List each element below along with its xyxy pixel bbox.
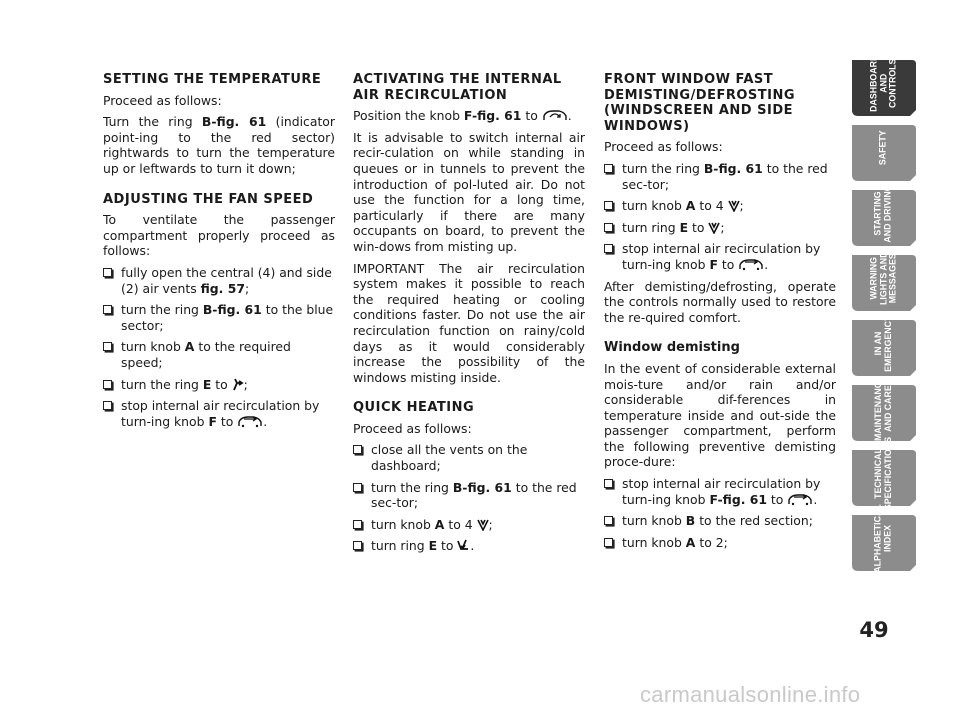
paragraph — [604, 139, 836, 155]
tab-label: DASHBOARD AND CONTROLS — [868, 54, 898, 112]
text: to the red section; — [695, 513, 813, 529]
text: ; — [488, 516, 493, 532]
text: to the red sec-tor; — [622, 160, 828, 192]
text: . — [764, 256, 769, 272]
tab-warning-lights-and-messages[interactable] — [852, 251, 920, 318]
text: turn the ring — [371, 479, 453, 495]
text: ; — [243, 376, 248, 392]
text: . — [470, 538, 475, 554]
section-title-fast-demisting: FRONT WINDOW FAST DEMISTING/DEFROSTING (WINDSCREEN AND SIDE WINDOWS) — [604, 72, 796, 134]
knob-ref: F — [709, 256, 718, 272]
paragraph — [604, 361, 836, 470]
text: turn the ring — [121, 302, 203, 318]
figure-ref: fig. 57 — [200, 280, 245, 296]
checkbox-bullet-icon — [103, 268, 112, 277]
list-item — [103, 339, 335, 370]
ring-ref: E — [202, 376, 212, 392]
text: It is advisable to switch internal air recir-culation on while standing in queues or in tunnels to prevent the introduction of pol-luted air. Do not use the function for a long time, particularly if there are many occupants on board, to prevent the win-dows from misting up. — [353, 129, 585, 254]
text: ; — [739, 198, 744, 214]
paragraph — [353, 130, 585, 255]
text: turn knob — [622, 513, 686, 529]
knob-ref: B — [685, 513, 696, 529]
checkbox-bullet-icon — [604, 538, 613, 547]
column-left — [103, 72, 335, 435]
knob-ref: F — [208, 413, 217, 429]
paragraph — [353, 108, 585, 124]
text: After demisting/defrosting, operate the controls normally used to restore the re-quired comfort. — [604, 278, 836, 325]
figure-ref: B-fig. 61 — [201, 114, 267, 130]
checkbox-bullet-icon — [353, 483, 362, 492]
knob-ref: A — [184, 339, 195, 355]
tab-label: SAFETY — [877, 130, 888, 166]
list-item — [103, 302, 335, 333]
checkbox-bullet-icon — [103, 342, 112, 351]
text: Proceed as follows: — [353, 420, 472, 436]
list-item — [353, 442, 585, 473]
section-title-quick-heating: QUICK HEATING — [353, 400, 475, 416]
ring-ref: E — [679, 219, 689, 235]
text: turn ring — [371, 538, 429, 554]
page-number: 49 — [859, 618, 889, 642]
tab-dashboard-and-controls[interactable] — [852, 54, 920, 123]
text: (indicator point-ing to the red sector) rightwards to turn the temperature up or leftwards to turn it down; — [103, 114, 335, 176]
list-item — [604, 220, 836, 236]
figure-ref: B-fig. 61 — [703, 160, 763, 176]
text: to — [688, 219, 709, 235]
car-fresh-air-icon — [237, 415, 263, 428]
seat-face-vent-icon — [232, 378, 244, 391]
checkbox-bullet-icon — [604, 516, 613, 525]
checkbox-bullet-icon — [353, 541, 362, 550]
list-item — [604, 476, 836, 507]
text: stop internal air recirculation by turn-ing knob — [622, 241, 821, 272]
tab-starting-and-driving[interactable] — [852, 183, 920, 253]
watermark: carmanualsonline.info — [640, 682, 861, 707]
checkbox-bullet-icon — [353, 520, 362, 529]
text: to the required speed; — [121, 339, 291, 370]
figure-ref: F-fig. 61 — [709, 491, 767, 507]
paragraph — [103, 93, 335, 109]
text: To ventilate the passenger compartment properly proceed as follows: — [103, 212, 335, 259]
car-fresh-air-icon — [787, 493, 813, 506]
text: to — [717, 256, 739, 272]
seat-feet-vent-icon — [457, 539, 470, 552]
list-item — [103, 265, 335, 296]
list-item — [353, 538, 585, 554]
section-title-fan-speed: ADJUSTING THE FAN SPEED — [103, 191, 314, 207]
text: . — [263, 413, 268, 429]
text: turn ring — [622, 219, 680, 235]
text: Proceed as follows: — [604, 139, 723, 155]
paragraph-important — [353, 261, 585, 386]
text: Proceed as follows: — [103, 92, 222, 108]
knob-ref: A — [685, 198, 696, 214]
text: ; — [244, 280, 250, 296]
text: Turn the ring — [103, 114, 202, 130]
text: stop internal air recirculation by turn-ing knob — [121, 398, 320, 429]
text: to 4 — [695, 198, 728, 214]
text: stop internal air recirculation by turn-ing knob — [622, 476, 821, 507]
section-title-air-recirculation: ACTIVATING THE INTERNAL AIR RECIRCULATION — [353, 72, 562, 103]
figure-ref: F-fig. 61 — [463, 108, 522, 124]
text: to — [216, 413, 238, 429]
paragraph — [103, 212, 335, 259]
checkbox-bullet-icon — [604, 479, 613, 488]
text: to — [437, 538, 458, 554]
text: to — [766, 491, 788, 507]
figure-ref: B-fig. 61 — [452, 479, 512, 495]
checkbox-bullet-icon — [103, 380, 112, 389]
text: ; — [720, 219, 725, 235]
tab-safety[interactable] — [852, 125, 920, 188]
windscreen-defrost-icon — [708, 221, 720, 234]
list-item — [103, 398, 335, 429]
text: to 4 — [444, 516, 477, 532]
fan-max-icon — [477, 518, 489, 531]
fan-max-icon — [728, 199, 740, 212]
tab-alphabetical-index[interactable] — [852, 503, 920, 578]
paragraph — [103, 114, 335, 176]
car-fresh-air-icon — [738, 258, 764, 271]
text: turn knob — [622, 198, 686, 214]
text: turn the ring — [622, 160, 704, 176]
checkbox-bullet-icon — [604, 164, 613, 173]
text: In the event of considerable external mois-ture and/or rain and/or considerable dif-ferences in temperature inside and out-side the passenger compartment, perform the following preventive demisting proce-dure: — [604, 360, 836, 470]
checkbox-bullet-icon — [103, 305, 112, 314]
tab-label: ALPHABETICAL INDEX — [873, 503, 893, 573]
text: IMPORTANT The air recirculation system makes it possible to reach the required heating or cooling conditions faster. Do not use the air recirculation function on rainy/cold days as it would considerably increase the possibility of the windows misting inside. — [353, 260, 585, 385]
text: to — [521, 108, 542, 124]
list-item — [353, 517, 585, 533]
text: turn knob — [371, 516, 435, 532]
checkbox-bullet-icon — [103, 401, 112, 410]
list-item — [604, 161, 836, 192]
checkbox-bullet-icon — [353, 445, 362, 454]
text: fully open the central (4) and side (2) air vents — [121, 264, 332, 296]
list-item — [604, 198, 836, 214]
text: turn the ring — [121, 376, 203, 392]
tab-label: MAINTENANCE AND CARE — [873, 375, 893, 441]
paragraph — [604, 279, 836, 326]
text: turn knob — [622, 534, 686, 550]
text: Position the knob — [353, 108, 464, 124]
list-item — [103, 377, 335, 393]
checkbox-bullet-icon — [604, 201, 613, 210]
checkbox-bullet-icon — [604, 223, 613, 232]
list-item — [604, 241, 836, 272]
text: to the blue sector; — [121, 302, 334, 333]
tab-label: STARTING AND DRIVING — [872, 183, 893, 243]
section-title-window-demisting: Window demisting — [604, 340, 740, 356]
tab-label: TECHNICAL SPECIFICATIONS — [873, 436, 893, 510]
text: close all the vents on the dashboard; — [371, 442, 528, 474]
ring-ref: E — [428, 538, 438, 554]
knob-ref: A — [685, 534, 696, 550]
text: to the red sec-tor; — [371, 479, 577, 511]
paragraph — [353, 421, 585, 437]
list-item — [353, 480, 585, 511]
text: . — [567, 108, 572, 124]
column-middle — [353, 72, 585, 560]
tab-label: WARNING LIGHTS AND MESSAGES — [868, 251, 898, 305]
text: to — [211, 376, 232, 392]
text: . — [813, 491, 818, 507]
figure-ref: B-fig. 61 — [202, 302, 262, 318]
list-item — [604, 513, 836, 529]
car-recirculation-icon — [542, 109, 568, 122]
tab-in-an-emergency[interactable] — [852, 314, 920, 383]
list-item — [604, 535, 836, 551]
text: to 2; — [695, 534, 728, 550]
section-title-setting-temperature: SETTING THE TEMPERATURE — [103, 72, 322, 87]
tab-label: IN AN EMERGENCY — [872, 314, 893, 372]
text: turn knob — [121, 339, 185, 355]
column-right — [604, 72, 836, 556]
checkbox-bullet-icon — [604, 244, 613, 253]
knob-ref: A — [434, 516, 445, 532]
